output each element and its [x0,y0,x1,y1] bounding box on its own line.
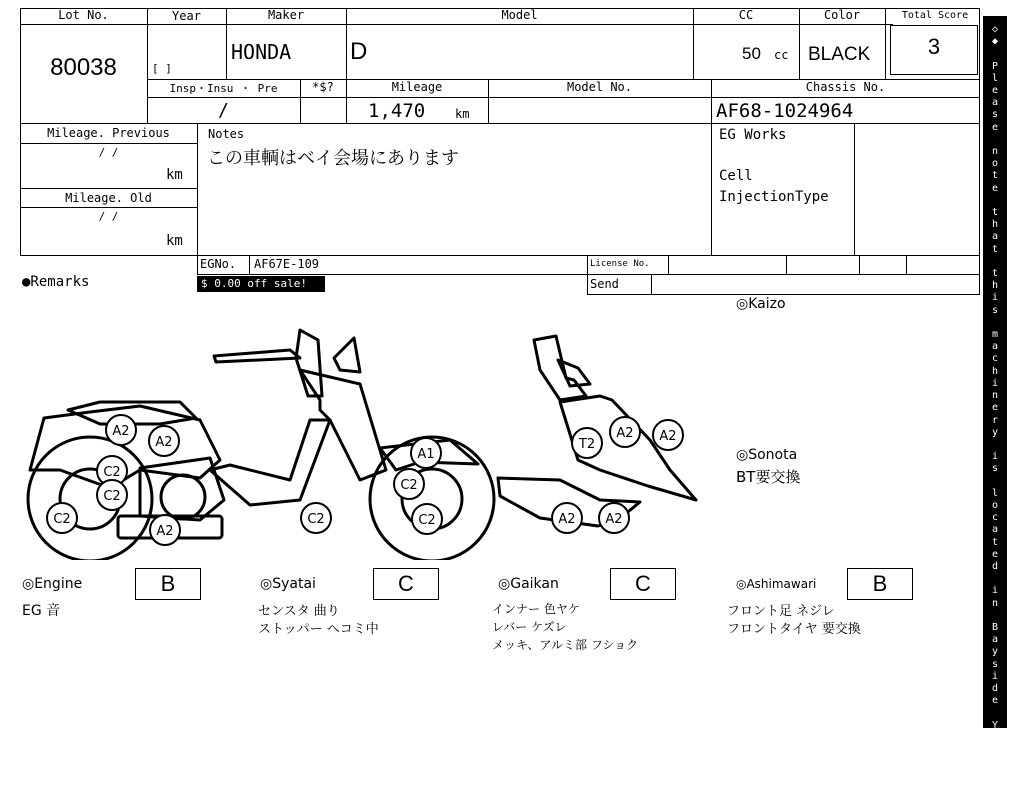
gaikan-note: レバー ケズレ [492,620,567,634]
mark-label: A2 [112,424,130,439]
mileage-previous-label: Mileage. Previous [47,126,170,140]
divider [20,143,197,144]
egno-value: AF67E-109 [254,257,320,271]
send-row [587,274,980,295]
divider [854,123,855,256]
divider [197,123,198,256]
mark-label: A2 [616,426,634,441]
mileage-previous-unit: km [166,167,183,183]
location-notice: ◇ ◆ P l e a s e n o t e t h a t t h i s m a c h i n e r y i s l o c a t e d i n B a y s i d e Y a r d ◇ ◆ [991,24,999,804]
mark-label: A2 [558,512,576,527]
divider [786,255,787,275]
lot-no-value: 80038 [50,54,117,81]
engine-label: ◎Engine [22,576,83,592]
mileage-value: 1,470 [368,100,426,122]
frame-link [210,420,330,505]
engine-note: EG 音 [22,603,61,619]
engine-case [161,475,205,519]
notes-text: この車輌はベイ会場にあります [207,148,459,169]
color-label: Color [823,8,861,22]
maker-label: Maker [267,8,305,22]
mark-label: A2 [155,435,173,450]
engine-grade: B [135,568,201,600]
mileage-previous-date: / / [98,146,119,159]
mark-label: A2 [605,512,623,527]
mark-label: A2 [659,429,677,444]
divider [249,255,250,275]
headlight [334,338,360,372]
divider [148,97,980,98]
divider [20,188,197,189]
mileage-old-label: Mileage. Old [65,191,152,205]
model-no-label: Model No. [566,80,633,94]
rear-wheel [28,437,152,560]
mileage-unit: km [455,107,470,121]
gaikan-grade: C [610,568,676,600]
divider [906,255,907,275]
kaizo-label: ◎Kaizo [736,296,786,312]
mark-label: C2 [103,489,121,504]
remarks-label: ●Remarks [22,274,90,290]
model-label: Model [501,8,538,22]
sonota-label: ◎Sonota [736,447,798,463]
divider [20,24,148,25]
notes-label: Notes [208,127,245,141]
price-label: *$? [312,80,334,94]
mark-label: C2 [400,478,418,493]
cc-label: CC [738,8,754,22]
year-value: [ ] [152,62,172,75]
gaikan-label: ◎Gaikan [498,576,559,592]
divider [20,207,197,208]
ashimawari-label: ◎Ashimawari [736,577,817,591]
handlebar [214,350,300,362]
divider [147,8,148,124]
mark-label: C2 [103,465,121,480]
divider [147,24,893,25]
year-label: Year [172,9,201,23]
ashimawari-note: フロント足 ネジレ [727,604,835,619]
divider [885,8,886,79]
location-sidebar [983,16,1007,804]
send-label: Send [590,277,619,291]
color-value: BLACK [808,44,871,65]
syatai-note: センスタ 曲り [258,604,340,619]
syatai-label: ◎Syatai [260,576,316,592]
divider [651,274,652,295]
syatai-note: ストッパー ヘコミ中 [258,622,379,637]
chassis-label: Chassis No. [805,80,886,94]
mileage-label: Mileage [391,80,443,94]
mark-label: C2 [418,513,436,528]
total-score-value: 3 [927,34,941,59]
cell-label: Cell [719,168,753,184]
sale-tag: $ 0.00 off sale! [197,276,325,292]
divider [711,123,712,256]
total-score-label: Total Score [901,10,969,21]
motorcycle-diagram [0,300,720,560]
cc-value: 50 [742,44,761,63]
mark-label: C2 [307,512,325,527]
mileage-old-date: / / [98,210,119,223]
insp-value: / [218,100,229,121]
eg-works-label: EG Works [719,127,787,143]
model-value: D [350,38,368,65]
injection-label: InjectionType [719,189,829,205]
syatai-grade: C [373,568,439,600]
divider [668,255,669,275]
mark-label: A1 [417,447,435,462]
mark-label: A2 [156,524,174,539]
cc-unit: cc [774,48,789,62]
ashimawari-note: フロントタイヤ 要交換 [727,622,861,637]
mark-label: T2 [578,437,596,452]
license-label: License No. [590,259,650,269]
lot-no-label: Lot No. [58,8,109,22]
mark-label: C2 [53,512,71,527]
mileage-old-unit: km [166,233,183,249]
insp-label: Insp・Insu ・ Pre [169,82,278,95]
sonota-text: BT要交換 [736,468,801,486]
gaikan-note: メッキ、アルミ部 フショク [492,638,639,652]
maker-value: HONDA [231,40,292,64]
divider [859,255,860,275]
egno-label: EGNo. [200,257,237,271]
gaikan-note: インナー 色ヤケ [492,602,580,616]
ashimawari-grade: B [847,568,913,600]
chassis-value: AF68-1024964 [716,100,854,122]
